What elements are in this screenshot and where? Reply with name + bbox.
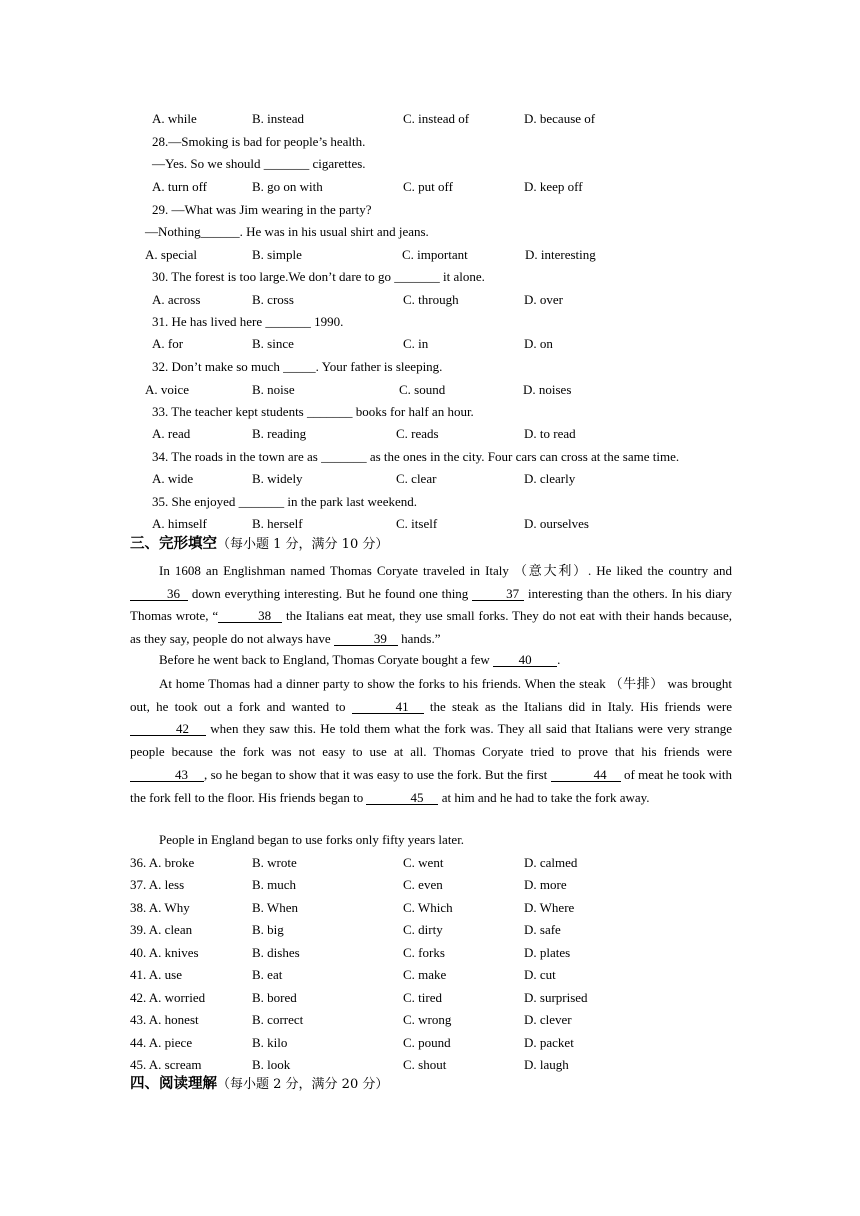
q36-option-a: 36. A. broke [130,855,195,870]
q32-option-a: A. voice [145,382,190,397]
q43-option-d: D. clever [524,1012,572,1027]
q31-blank: _______ [265,314,311,329]
p1-text-a: In 1608 an Englishman named Thomas Coryate traveled in Italy （意大利）. He liked the country and [159,563,732,578]
q31-option-a: A. for [152,336,184,351]
q30-option-a: A. across [152,292,201,307]
q44-option-b: B. kilo [252,1035,288,1050]
q31-stem [152,314,343,330]
blank-38: 38 [218,609,282,623]
section4-heading [130,1076,388,1093]
blank-42: 42 [130,722,206,736]
q45-option-d: D. laugh [524,1057,569,1072]
section3-title: 三、完形填空 [130,535,217,552]
q34-option-b: B. widely [252,471,303,486]
q30-stem-post: it alone. [439,269,485,284]
q31-stem-pre: 31. He has lived here [152,314,266,329]
p3-text-f: at him and he had to take the fork away. [438,789,650,805]
q35-stem: 35. She enjoyed _______ in the park last weekend. [152,494,417,509]
p2-text-b: . [557,652,561,667]
blank-41: 41 [352,700,424,714]
q29-option-d: D. interesting [525,247,596,262]
q41-option-d: D. cut [524,967,556,982]
q32-stem: 32. Don’t make so much _____. Your father is sleeping. [152,359,443,374]
q29-option-c: C. important [402,247,468,262]
passage-paragraph-1 [130,560,732,650]
q40-option-b: B. dishes [252,945,300,960]
q33-option-a: A. read [152,426,191,441]
q31-option-d: D. on [524,336,553,351]
q35-option-a: A. himself [152,516,207,531]
q37-option-c: C. even [403,877,443,892]
passage-paragraph-2 [159,652,560,668]
q37-option-d: D. more [524,877,567,892]
q44-option-c: C. pound [403,1035,451,1050]
q38-option-b: B. When [252,900,298,915]
q28-line2 [152,156,366,172]
blank-40: 40 [493,653,557,667]
p1-text-b: down everything interesting. But he found one thing [188,585,473,601]
q39-option-c: C. dirty [403,922,443,937]
blank-43: 43 [130,768,204,782]
q40-option-c: C. forks [403,945,445,960]
q27-option-b: B. instead [252,111,304,126]
blank-44: 44 [551,768,621,782]
q32-option-b: B. noise [252,382,295,397]
q41-option-a: 41. A. use [130,967,182,982]
q39-option-b: B. big [252,922,284,937]
q30-option-d: D. over [524,292,563,307]
blank-37: 37 [472,587,524,601]
q44-option-a: 44. A. piece [130,1035,193,1050]
q28-line2-pre: —Yes. So we should [152,156,264,171]
q38-option-a: 38. A. Why [130,900,190,915]
q31-option-c: C. in [403,336,429,351]
q28-option-d: D. keep off [524,179,583,194]
q37-option-a: 37. A. less [130,877,185,892]
q29-option-b: B. simple [252,247,302,262]
section3-note: （每小题 1 分，满分 10 分） [217,537,389,552]
q40-option-a: 40. A. knives [130,945,199,960]
q35-option-b: B. herself [252,516,303,531]
q42-option-b: B. bored [252,990,297,1005]
q28-line2-post: cigarettes. [309,156,366,171]
p1-text-c: interesting than the others. In his diary Thomas wrote, “ [130,585,732,623]
p3-text-b: the steak as the Italians did in Italy. His friends were [423,698,732,714]
q28-option-b: B. go on with [252,179,323,194]
q30-stem [152,269,485,285]
q41-option-c: C. make [403,967,447,982]
p3-text-a: At home Thomas had a dinner party to show the forks to his friends. When the steak （牛排） was brought out, he took out a fork and wanted to [130,676,732,714]
q29-line2: —Nothing______. He was in his usual shirt and jeans. [145,224,429,239]
q33-option-c: C. reads [396,426,439,441]
q43-option-b: B. correct [252,1012,304,1027]
p3-text-e: of meat he took with the fork fell to the floor. His friends began to [130,766,732,805]
q43-option-c: C. wrong [403,1012,452,1027]
q35-option-c: C. itself [396,516,438,531]
blank-39: 39 [334,632,398,646]
q32-option-c: C. sound [399,382,446,397]
p1-text-e: hands.” [397,630,441,646]
q33-option-d: D. to read [524,426,576,441]
q28-option-c: C. put off [403,179,453,194]
passage-paragraph-4: People in England began to use forks only fifty years later. [159,832,465,847]
p3-text-c: when they saw this. He told them what the fork was. They all said that Italians were very strange people because the fork was not easy to use at all. Thomas Coryate tried to prove that his friends were [130,721,732,760]
section4-note: （每小题 2 分，满分 20 分） [217,1077,389,1092]
q39-option-d: D. safe [524,922,561,937]
section3-heading [130,536,388,553]
q34-option-c: C. clear [396,471,437,486]
q28-stem: 28.—Smoking is bad for people’s health. [152,134,366,149]
q30-blank: _______ [394,269,440,284]
q42-option-d: D. surprised [524,990,588,1005]
q32-option-d: D. noises [523,382,572,397]
q34-option-d: D. clearly [524,471,576,486]
q30-option-b: B. cross [252,292,294,307]
q45-option-a: 45. A. scream [130,1057,202,1072]
q44-option-d: D. packet [524,1035,574,1050]
blank-45: 45 [366,791,438,805]
q39-option-a: 39. A. clean [130,922,193,937]
q31-stem-post: 1990. [310,314,344,329]
q34-option-a: A. wide [152,471,194,486]
section4-title: 四、阅读理解 [130,1075,217,1092]
q35-option-d: D. ourselves [524,516,589,531]
q34-stem: 34. The roads in the town are as _______ as the ones in the city. Four cars can cross at the same time. [152,449,680,464]
q40-option-d: D. plates [524,945,571,960]
q30-option-c: C. through [403,292,459,307]
p2-text-a: Before he went back to England, Thomas Coryate bought a few [159,652,494,667]
p1-text-d: the Italians eat meat, they use small forks. They do not eat with their hands because, as they say, people do not always have [130,608,732,646]
q42-option-c: C. tired [403,990,442,1005]
q41-option-b: B. eat [252,967,283,982]
q27-option-a: A. while [152,111,197,126]
q37-option-b: B. much [252,877,297,892]
q45-option-b: B. look [252,1057,291,1072]
q33-stem: 33. The teacher kept students _______ books for half an hour. [152,404,474,419]
q36-option-c: C. went [403,855,444,870]
q38-option-d: D. Where [524,900,575,915]
q38-option-c: C. Which [403,900,453,915]
q36-option-b: B. wrote [252,855,297,870]
q28-option-a: A. turn off [152,179,208,194]
blank-36: 36 [130,587,188,601]
q27-option-c: C. instead of [403,111,470,126]
q43-option-a: 43. A. honest [130,1012,199,1027]
q28-blank: _______ [263,156,310,171]
p3-text-d: , so he began to show that it was easy to use the fork. But the first [204,766,551,782]
q36-option-d: D. calmed [524,855,578,870]
passage-paragraph-3 [130,673,732,809]
q29-option-a: A. special [145,247,197,262]
q30-stem-pre: 30. The forest is too large.We don’t dare to go [152,269,395,284]
q45-option-c: C. shout [403,1057,447,1072]
q29-stem: 29. —What was Jim wearing in the party? [152,202,372,217]
q42-option-a: 42. A. worried [130,990,206,1005]
q33-option-b: B. reading [252,426,307,441]
q31-option-b: B. since [252,336,294,351]
q27-option-d: D. because of [524,111,596,126]
